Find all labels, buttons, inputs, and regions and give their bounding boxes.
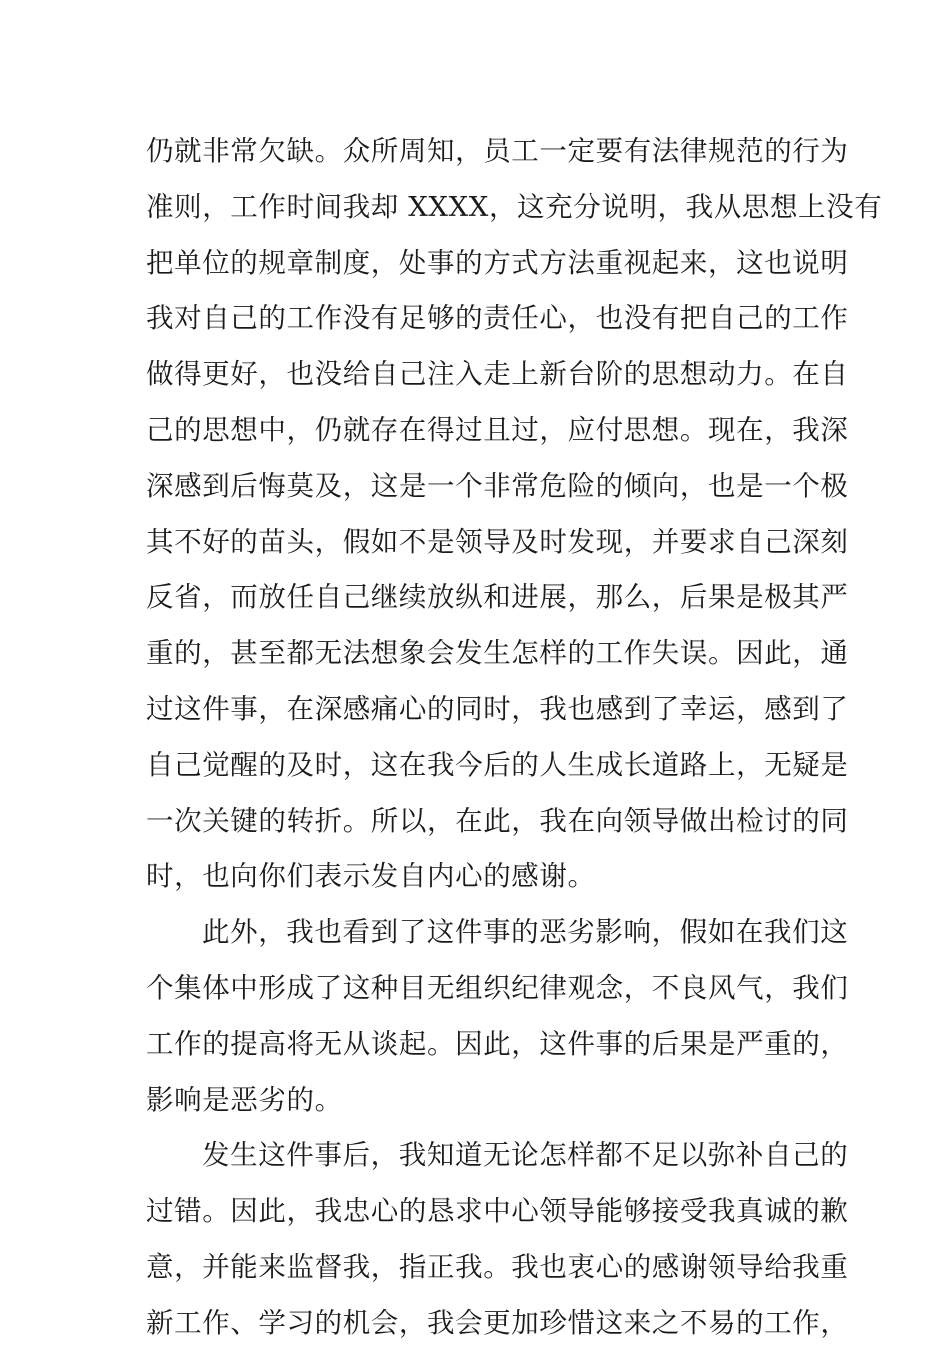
- text-line: 自己觉醒的及时，这在我今后的人生成长道路上，无疑是: [146, 748, 849, 781]
- text-line: 时，也向你们表示发自内心的感谢。: [146, 860, 596, 893]
- text-line: 意，并能来监督我，指正我。我也衷心的感谢领导给我重: [146, 1250, 849, 1283]
- text-line: 我对自己的工作没有足够的责任心，也没有把自己的工作: [146, 302, 849, 335]
- text-line: 己的思想中，仍就存在得过且过，应付思想。现在，我深: [146, 413, 849, 446]
- text-line: 新工作、学习的机会，我会更加珍惜这来之不易的工作，: [146, 1306, 849, 1339]
- text-line: 重的，甚至都无法想象会发生怎样的工作失误。因此，通: [146, 637, 849, 670]
- text-line: 一次关键的转折。所以，在此，我在向领导做出检讨的同: [146, 804, 849, 837]
- paragraph-start-line: 发生这件事后，我知道无论怎样都不足以弥补自己的: [202, 1139, 849, 1172]
- text-line: 影响是恶劣的。: [146, 1083, 343, 1116]
- text-line: 过错。因此，我忠心的恳求中心领导能够接受我真诚的歉: [146, 1195, 849, 1228]
- text-line: 仍就非常欠缺。众所周知，员工一定要有法律规范的行为: [146, 135, 849, 167]
- text-line: 把单位的规章制度，处事的方式方法重视起来，这也说明: [146, 246, 849, 279]
- text-line: 其不好的苗头，假如不是领导及时发现，并要求自己深刻: [146, 525, 849, 558]
- document-body: [146, 124, 883, 1352]
- text-line: 准则，工作时间我却 XXXX，这充分说明，我从思想上没有: [146, 190, 883, 223]
- text-line: 个集体中形成了这种目无组织纪律观念，不良风气，我们: [146, 971, 849, 1004]
- text-line: 反省，而放任自己继续放纵和进展，那么，后果是极其严: [146, 581, 849, 614]
- text-line: 工作的提高将无从谈起。因此，这件事的后果是严重的，: [146, 1027, 849, 1060]
- text-line: 过这件事，在深感痛心的同时，我也感到了幸运，感到了: [146, 692, 849, 725]
- text-line: 深感到后悔莫及，这是一个非常危险的倾向，也是一个极: [146, 469, 849, 502]
- paragraph-start-line: 此外，我也看到了这件事的恶劣影响，假如在我们这: [202, 916, 849, 949]
- text-line: 做得更好，也没给自己注入走上新台阶的思想动力。在自: [146, 358, 849, 391]
